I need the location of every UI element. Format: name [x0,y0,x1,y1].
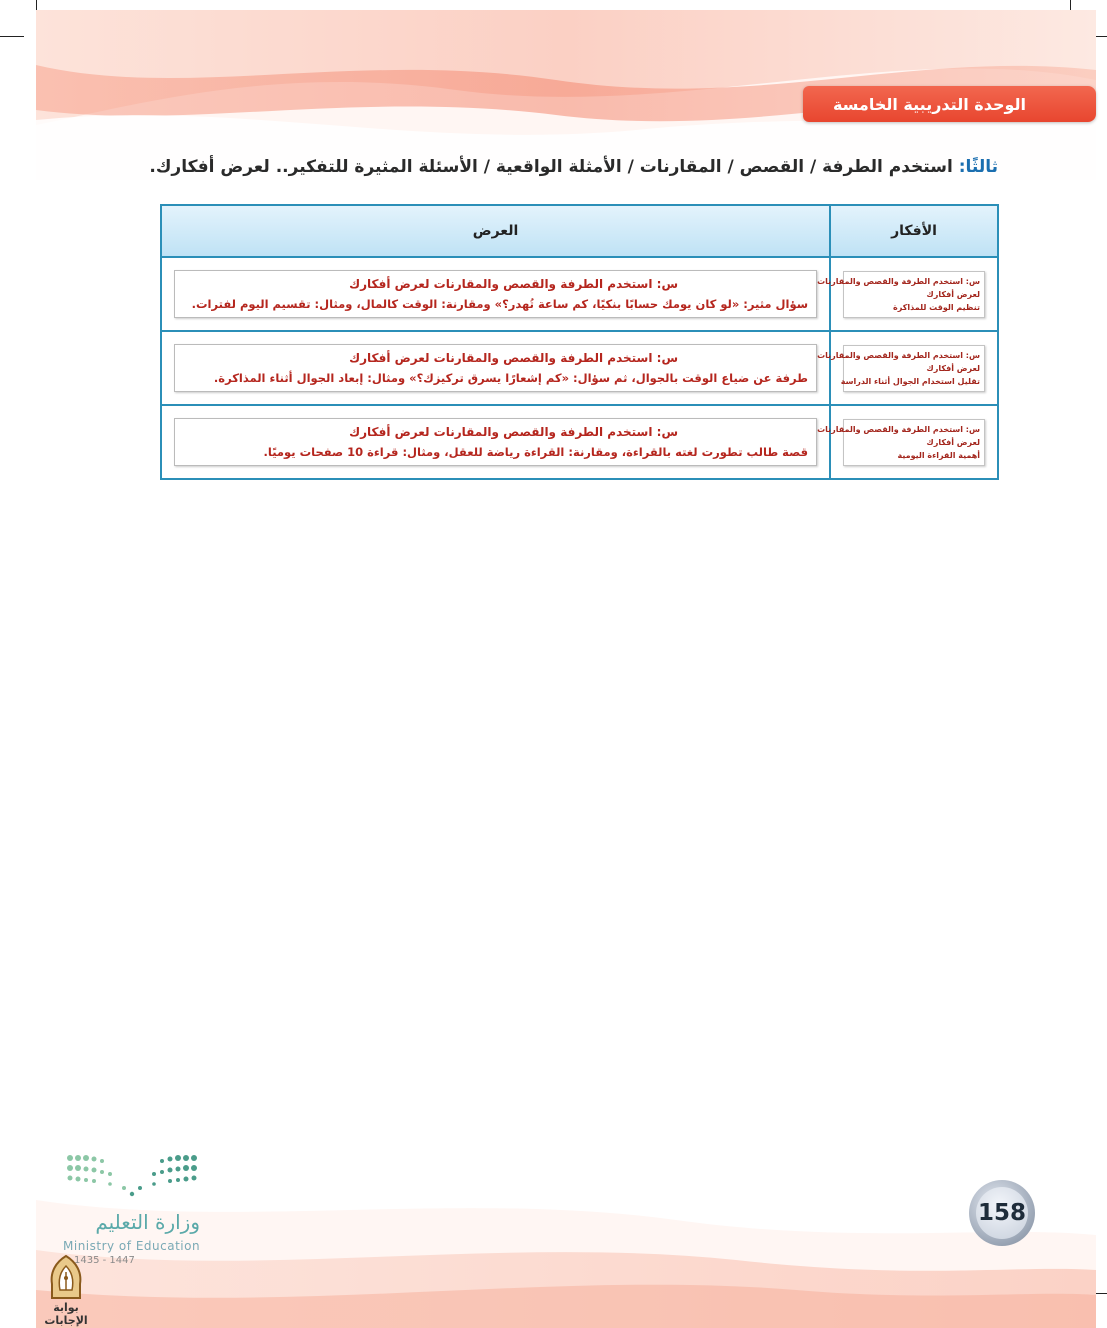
portal-label: بوابة الإجابات [44,1301,88,1327]
answer-text: قصة طالب تطورت لغته بالقراءة، ومقارنة: القراءة رياضة للعقل، ومثال: قراءة 10 صفحات يوميًا. [263,445,808,459]
header-presentation: العرض [161,205,830,257]
answer-text: سؤال مثير: «لو كان يومك حسابًا بنكيًا، كم ساعة تُهدر؟» ومقارنة: الوقت كالمال، ومثال: تقسيم اليوم لفترات. [191,297,808,311]
idea-thumbnail [817,419,985,466]
answer-question: س: استخدم الطرفة والقصص والمقارنات لعرض أفكارك [349,351,678,365]
presentation-cell [161,331,830,405]
ministry-years: 1435 - 1447 [74,1255,135,1266]
answer-box [174,418,817,466]
idea-line: أهمية القراءة اليومية [897,450,980,460]
ideas-table [160,204,999,480]
ministry-dots-icon [62,1150,202,1200]
idea-line: س: استخدم الطرفة والقصص والمقارنات [817,350,980,360]
idea-cell [817,257,998,331]
answer-box [174,344,817,392]
idea-line: س: استخدم الطرفة والقصص والمقارنات [817,424,980,434]
idea-line: تنظيم الوقت للمذاكرة [893,302,980,312]
idea-line: لعرض أفكارك [926,289,980,299]
idea-line: لعرض أفكارك [926,437,980,447]
answer-box [174,270,817,318]
instruction-heading [150,157,998,183]
instruction-lead: ثالثًا: [958,157,998,177]
crop-mark [0,36,24,37]
table-header-row [161,205,998,257]
idea-line: س: استخدم الطرفة والقصص والمقارنات [817,276,980,286]
idea-thumbnail [817,345,985,392]
answer-question: س: استخدم الطرفة والقصص والمقارنات لعرض أفكارك [349,277,678,291]
answer-question: س: استخدم الطرفة والقصص والمقارنات لعرض أفكارك [349,425,678,439]
presentation-cell [161,405,830,479]
page-number-badge [969,1180,1035,1246]
idea-cell [817,331,998,405]
ministry-name-ar: وزارة التعليم [95,1210,200,1234]
presentation-cell [161,257,830,331]
header-ideas: الأفكار [830,205,998,257]
table-row [161,405,998,479]
page-number: 158 [976,1187,1028,1239]
unit-title-banner [803,86,1096,122]
answer-text: طرفة عن ضياع الوقت بالجوال، ثم سؤال: «كم إشعارًا يسرق تركيزك؟» ومثال: إبعاد الجوال أثناء المذاكرة. [213,371,808,385]
idea-cell [817,405,998,479]
instruction-text: استخدم الطرفة / القصص / المقارنات / الأمثلة الواقعية / الأسئلة المثيرة للتفكير.. لعرض أفكارك. [149,157,959,177]
idea-line: تقليل استخدام الجوال أثناء الدراسة [840,376,980,386]
unit-title: الوحدة التدريبية الخامسة [832,94,1026,114]
ministry-name-en: Ministry of Education [63,1239,201,1253]
idea-thumbnail [817,271,985,318]
idea-line: لعرض أفكارك [926,363,980,373]
table-row [161,331,998,405]
answers-portal-logo [30,1252,102,1327]
pen-nib-icon [46,1254,86,1300]
table-row [161,257,998,331]
